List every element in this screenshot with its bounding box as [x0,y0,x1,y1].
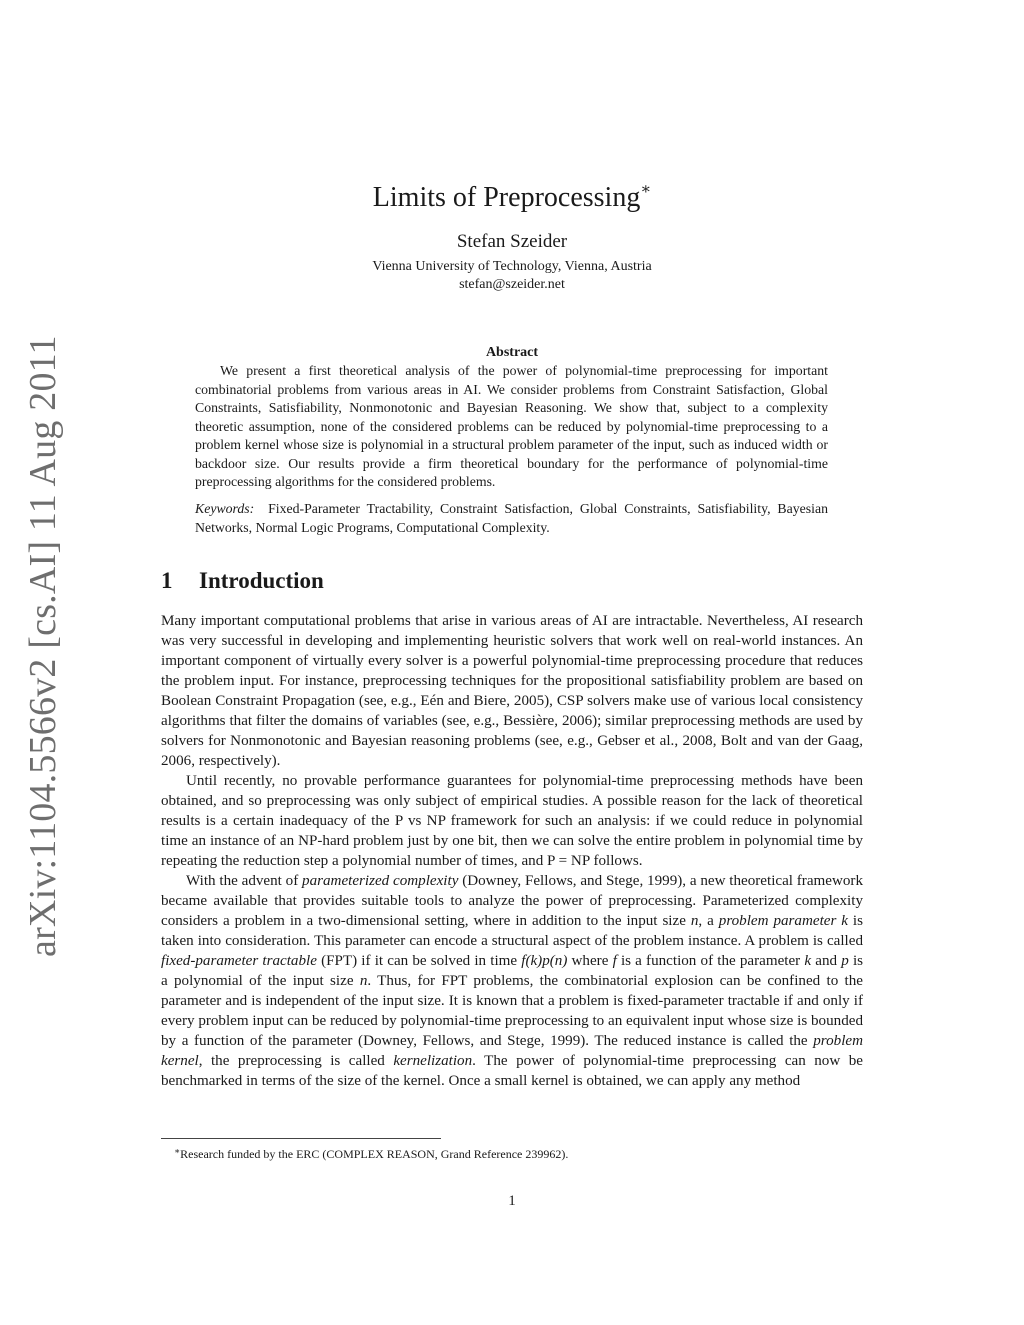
p3-text: . Thus, for FPT problems, the combinatorial explosion can be confined to the parameter and is independent of the input size. It is known that a problem is fixed-parameter tractable if and only if every problem input can be reduced by polynomial-time preprocessing to an equivalent input whose size is bounded by a function of the parameter (Downey, Fellows, and Stege, 1999). The reduced instance is called the [161,973,863,1049]
p3-text: . The power of polynomial-time preprocessing can now be benchmarked in terms of the size of the kernel. Once a small kernel is obtained, we can apply any method [161,1053,863,1089]
p3-text: With the advent of [186,873,303,889]
p3-text: is a function of the parameter [616,953,805,969]
author-affiliation: Vienna University of Technology, Vienna, Austria [372,259,652,274]
footnote-text: Research funded by the ERC (COMPLEX REASON, Grand Reference 239962). [180,1147,569,1161]
footnote-divider [161,1138,441,1139]
paper-title [0,172,1024,216]
p3-text: , a [698,913,719,929]
author-name: Stefan Szeider [456,231,568,252]
p3-text: , the preprocessing is called [198,1053,394,1069]
section-title: Introduction [199,568,324,593]
p3-math: k [804,953,812,969]
intro-paragraph-3 [161,871,863,1091]
footnote [174,1143,568,1162]
p3-math: f [612,953,617,969]
page-number: 1 [508,1193,516,1209]
keywords-list: Fixed-Parameter Tractability, Constraint Satisfaction, Global Constraints, Satisfiability, Bayesian Networks, Normal Logic Programs, Computational Complexity. [195,501,829,535]
intro-paragraph-1: Many important computational problems that arise in various areas of AI are intractable. Nevertheless, AI research was very successful in developing and implementing heuristic solvers that work well on real-world instances. An important component of virtually every solver is a powerful polynomial-time preprocessing procedure that reduces the problem input. For instance, preprocessing techniques for the propositional satisfiability problem are based on Boolean Constraint Propagation (see, e.g., Eén and Biere, 2005), CSP solvers make use of various local consistency algorithms that filter the domains of variables (see, e.g., Bessière, 2006); similar preprocessing methods are used by solvers for Nonmonotonic and Bayesian reasoning problems (see, e.g., Gebser et al., 2008, Bolt and van der Gaag, 2006, respectively). [161,613,863,769]
author-email: stefan@szeider.net [459,277,565,292]
p3-emphasis: problem kernel [161,1033,863,1069]
body-text [161,611,863,1091]
footnote-marker: ∗ [174,1146,181,1156]
arxiv-identifier-stamp: arXiv:1104.5566v2 [cs.AI] 11 Aug 2011 [22,335,64,957]
p3-emphasis: problem parameter [718,913,837,929]
p3-text: (FPT) if it can be solved in time [316,953,522,969]
intro-paragraph-2: Until recently, no provable performance guarantees for polynomial-time preprocessing methods have been obtained, and so preprocessing was only subject of empirical studies. A possible reason for the lack of theoretical results is a certain inadequacy of the P vs NP framework for such an analysis: if we could reduce in polynomial time an instance of an NP-hard problem just by one bit, then we can solve the entire problem in polynomial time by repeating the reduction step a polynomial number of times, and P = NP follows. [161,773,863,869]
keywords [195,500,828,537]
p3-math: n [359,973,368,989]
p3-math: n [690,913,699,929]
title-footnote-marker: ∗ [640,181,652,198]
p3-emphasis: kernelization [393,1053,473,1069]
section-number: 1 [161,568,173,593]
paper-title-text: Limits of Preprocessing [372,182,641,213]
section-heading-introduction [161,566,324,596]
p3-text: where [567,953,613,969]
p3-math: p [841,953,849,969]
abstract-heading: Abstract [485,345,539,360]
keywords-label: Keywords: [195,501,255,516]
p3-text: is a polynomial of the input size [161,953,864,989]
p3-text: (Downey, Fellows, and Stege, 1999), a new theoretical framework became available that provides suitable tools to analyze the power of preprocessing. Parameterized complexity considers a problem in a two-dimensional setting, where in addition to the input size [161,873,863,929]
p3-text: is taken into consideration. This parameter can encode a structural aspect of the problem instance. A problem is called [161,913,863,949]
p3-math: f(k)p(n) [521,953,568,969]
p3-emphasis: parameterized complexity [302,873,459,889]
abstract-text: We present a first theoretical analysis of the power of polynomial-time preprocessing for important combinatorial problems from various areas in AI. We consider problems from Constraint Satisfaction, Global Constraints, Satisfiability, Nonmonotonic and Bayesian Reasoning. We show that, subject to a complexity theoretic assumption, none of the considered problems can be reduced by polynomial-time preprocessing to a problem kernel whose size is polynomial in a structural problem parameter of the input, such as induced width or backdoor size. Our results provide a firm theoretical boundary for the performance of polynomial-time preprocessing algorithms for the considered problems. [195,363,828,489]
p3-math: k [836,913,848,929]
p3-emphasis: fixed-parameter tractable [161,953,317,969]
p3-text: and [811,953,842,969]
